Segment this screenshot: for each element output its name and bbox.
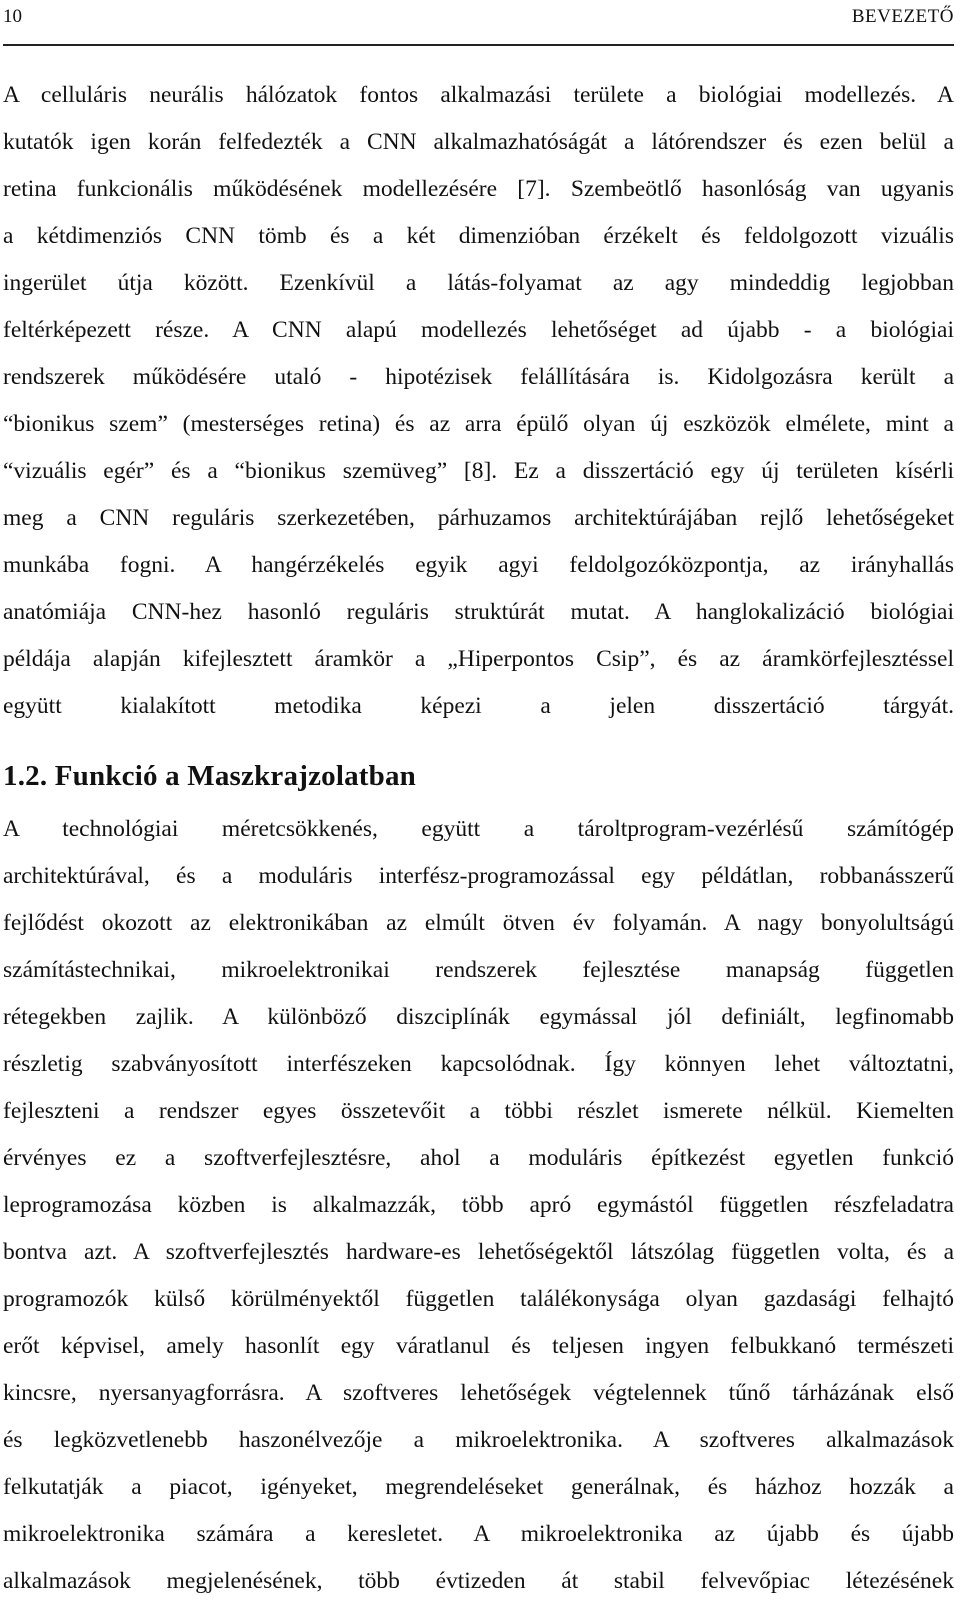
header-rule xyxy=(3,44,954,46)
intro-paragraph xyxy=(3,72,954,730)
text-line: kincsre, nyersanyagforrásra. A szoftveres lehetőségek végtelennek tűnő tárházának első xyxy=(3,1380,954,1406)
text-line: érvényes ez a szoftverfejlesztésre, ahol a moduláris építkezést egyetlen funkció xyxy=(3,1145,954,1171)
text-line: fejlődést okozott az elektronikában az elmúlt ötven év folyamán. A nagy bonyolultságú xyxy=(3,910,954,936)
running-header xyxy=(3,2,954,32)
text-line: anatómiája CNN-hez hasonló reguláris struktúrát mutat. A hanglokalizáció biológiai xyxy=(3,599,954,625)
section-heading: 1.2. Funkció a Maszkrajzolatban xyxy=(3,760,417,792)
text-line: feltérképezett része. A CNN alapú modellezés lehetőséget ad újabb - a biológiai xyxy=(3,317,954,343)
text-line: retina funkcionális működésének modellezésére [7]. Szembeötlő hasonlóság van ugyanis xyxy=(3,176,954,202)
text-line: alkalmazások megjelenésének, több évtizeden át stabil felvevőpiac létezésének xyxy=(3,1568,954,1594)
text-line: példája alapján kifejlesztett áramkör a „Hiperpontos Csip”, és az áramkörfejlesztéssel xyxy=(3,646,954,672)
text-line: felkutatják a piacot, igényeket, megrendeléseket generálnak, és házhoz hozzák a xyxy=(3,1474,954,1500)
text-line: számítástechnikai, mikroelektronikai rendszerek fejlesztése manapság független xyxy=(3,957,954,983)
text-line: programozók külső körülményektől független találékonysága olyan gazdasági felhajtó xyxy=(3,1286,954,1312)
text-line: részletig szabványosított interfészeken kapcsolódnak. Így könnyen lehet változtatni, xyxy=(3,1051,954,1077)
page-number: 10 xyxy=(3,6,22,27)
text-line: leprogramozása közben is alkalmazzák, több apró egymástól független részfeladatra xyxy=(3,1192,954,1218)
text-line: A technológiai méretcsökkenés, együtt a tároltprogram-vezérlésű számítógép xyxy=(3,816,954,842)
text-line: mikroelektronika számára a keresletet. A mikroelektronika az újabb és újabb xyxy=(3,1521,954,1547)
text-line: rétegekben zajlik. A különböző diszciplínák egymással jól definiált, legfinomabb xyxy=(3,1004,954,1030)
text-line: “vizuális egér” és a “bionikus szemüveg” [8]. Ez a disszertáció egy új területen kísérli xyxy=(3,458,954,484)
text-line: architektúrával, és a moduláris interfész-programozással egy példátlan, robbanásszerű xyxy=(3,863,954,889)
text-line: bontva azt. A szoftverfejlesztés hardware-es lehetőségektől látszólag független volta, és a xyxy=(3,1239,954,1265)
text-line: a kétdimenziós CNN tömb és a két dimenzióban érzékelt és feldolgozott vizuális xyxy=(3,223,954,249)
text-line: meg a CNN reguláris szerkezetében, párhuzamos architektúrájában rejlő lehetőségeket xyxy=(3,505,954,531)
text-line: erőt képvisel, amely hasonlít egy váratlanul és teljesen ingyen felbukkanó természeti xyxy=(3,1333,954,1359)
text-line: rendszerek működésére utaló - hipotézisek felállítására is. Kidolgozásra került a xyxy=(3,364,954,390)
text-line: munkába fogni. A hangérzékelés egyik agyi feldolgozóközpontja, az irányhallás xyxy=(3,552,954,578)
text-line: kutatók igen korán felfedezték a CNN alkalmazhatóságát a látórendszer és ezen belül a xyxy=(3,129,954,155)
text-line: “bionikus szem” (mesterséges retina) és az arra épülő olyan új eszközök elmélete, mint a xyxy=(3,411,954,437)
section-paragraph xyxy=(3,806,954,1605)
text-line: együtt kialakított metodika képezi a jelen disszertáció tárgyát. xyxy=(3,693,954,719)
text-line: ingerület útja között. Ezenkívül a látás-folyamat az agy mindeddig legjobban xyxy=(3,270,954,296)
text-line: fejleszteni a rendszer egyes összetevőit a többi részlet ismerete nélkül. Kiemelten xyxy=(3,1098,954,1124)
text-line: A celluláris neurális hálózatok fontos alkalmazási területe a biológiai modellezés. A xyxy=(3,82,954,108)
text-line: és legközvetlenebb haszonélvezője a mikroelektronika. A szoftveres alkalmazások xyxy=(3,1427,954,1453)
chapter-title: BEVEZETŐ xyxy=(851,6,954,27)
